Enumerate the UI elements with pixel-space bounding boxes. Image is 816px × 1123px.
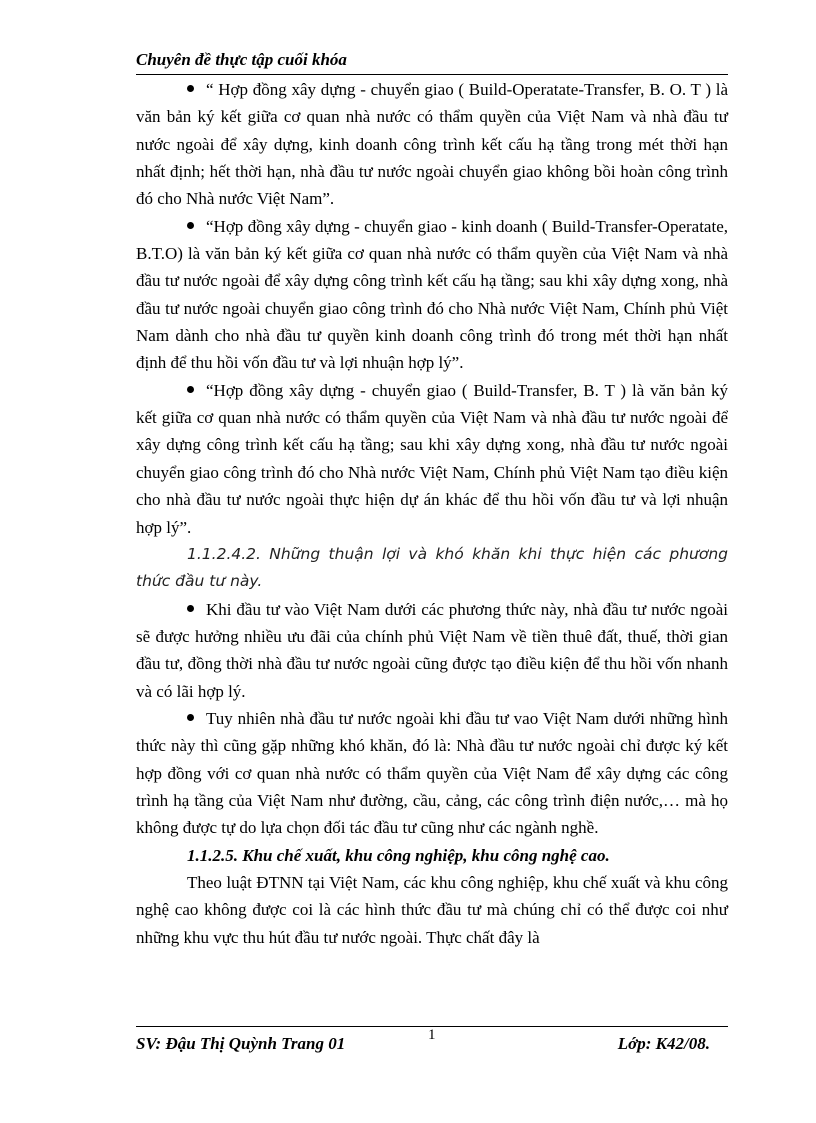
bullet-icon — [187, 85, 194, 92]
body-paragraph: Theo luật ĐTNN tại Việt Nam, các khu công nghiệp, khu chế xuất và khu công nghệ cao không được coi là các hình thức đầu tư mà chúng chỉ có thể được coi như những khu vực thu hút đầu tư nước ngoài. Thực chất đây là — [136, 872, 728, 947]
section-heading: 1.1.2.5. Khu chế xuất, khu công nghiệp, khu công nghệ cao. — [187, 845, 610, 865]
bullet-paragraph-difficulties: Tuy nhiên nhà đầu tư nước ngoài khi đầu tư vao Việt Nam dưới những hình thức này thì cũng gặp những khó khăn, đó là: Nhà đầu tư nước ngoài chỉ được ký kết hợp đồng với cơ quan nhà nước có thẩm quyền của Việt Nam để xây dựng các công trình hạ tầng của Việt Nam như đường, cầu, cảng, các công trình điện nước,… mà họ không được tự do lựa chọn đối tác đầu tư cũng như các ngành nghề. — [136, 708, 728, 838]
footer-class: Lớp: K42/08. — [617, 1034, 710, 1053]
bullet-icon — [187, 714, 194, 721]
header-title: Chuyên đề thực tập cuối khóa — [136, 50, 347, 69]
page-number: 1 — [428, 1027, 436, 1043]
page-header — [136, 48, 728, 75]
bullet-icon — [187, 605, 194, 612]
bullet-paragraph-bto: “Hợp đồng xây dựng - chuyển giao - kinh doanh ( Build-Transfer-Operatate, B.T.O) là văn bản ký kết giữa cơ quan nhà nước có thẩm quyền của Việt Nam và nhà đầu tư nước ngoài để xây dựng công trình kết cấu hạ tầng; sau khi xây dựng xong, nhà đầu tư nước ngoài chuyển giao công trình đó cho Nhà nước Việt Nam, Chính phủ Việt Nam dành cho nhà đầu tư quyền kinh doanh công trình đó trong mét thời hạn nhất định để thu hồi vốn đầu tư và lợi nhuận hợp lý”. — [136, 216, 728, 373]
bullet-paragraph-bot: “ Hợp đồng xây dựng - chuyển giao ( Build-Operatate-Transfer, B. O. T ) là văn bản ký kết giữa cơ quan nhà nước có thẩm quyền của Việt Nam và nhà đầu tư nước ngoài để xây dựng, kinh doanh công trình kết cấu hạ tầng trong mét thời hạn nhất định; hết thời hạn, nhà đầu tư nước ngoài chuyển giao không bồi hoàn công trình đó cho Nhà nước Việt Nam”. — [136, 80, 728, 209]
subsection-heading: 1.1.2.4.2. Những thuận lợi và khó khăn khi thực hiện các phương thức đầu tư này. — [136, 544, 728, 591]
bullet-icon — [187, 386, 194, 393]
footer-student-name: SV: Đậu Thị Quỳnh Trang 01 — [136, 1034, 346, 1053]
bullet-paragraph-advantages: Khi đầu tư vào Việt Nam dưới các phương thức này, nhà đầu tư nước ngoài sẽ được hưởng nhiều ưu đãi của chính phủ Việt Nam về tiền thuê đất, thuế, thời gian đầu tư, đồng thời nhà đầu tư nước ngoài cũng được tạo điều kiện để thu hồi vốn nhanh và có lãi hợp lý. — [136, 599, 728, 701]
document-body — [136, 76, 728, 951]
page-footer — [136, 1026, 728, 1053]
bullet-icon — [187, 222, 194, 229]
bullet-paragraph-bt: “Hợp đồng xây dựng - chuyển giao ( Build-Transfer, B. T ) là văn bản ký kết giữa cơ quan nhà nước có thẩm quyền của Việt Nam và nhà đầu tư nước ngoài để xây dựng công trình kết cấu hạ tầng; sau khi xây dựng xong, nhà đầu tư nước ngoài chuyển giao công trình đó cho Nhà nước Việt Nam, Chính phủ Việt Nam tạo điều kiện cho nhà đầu tư nước ngoài thực hiện dự án khác để thu hồi vốn đầu tư và lợi nhuận hợp lý”. — [136, 380, 728, 537]
